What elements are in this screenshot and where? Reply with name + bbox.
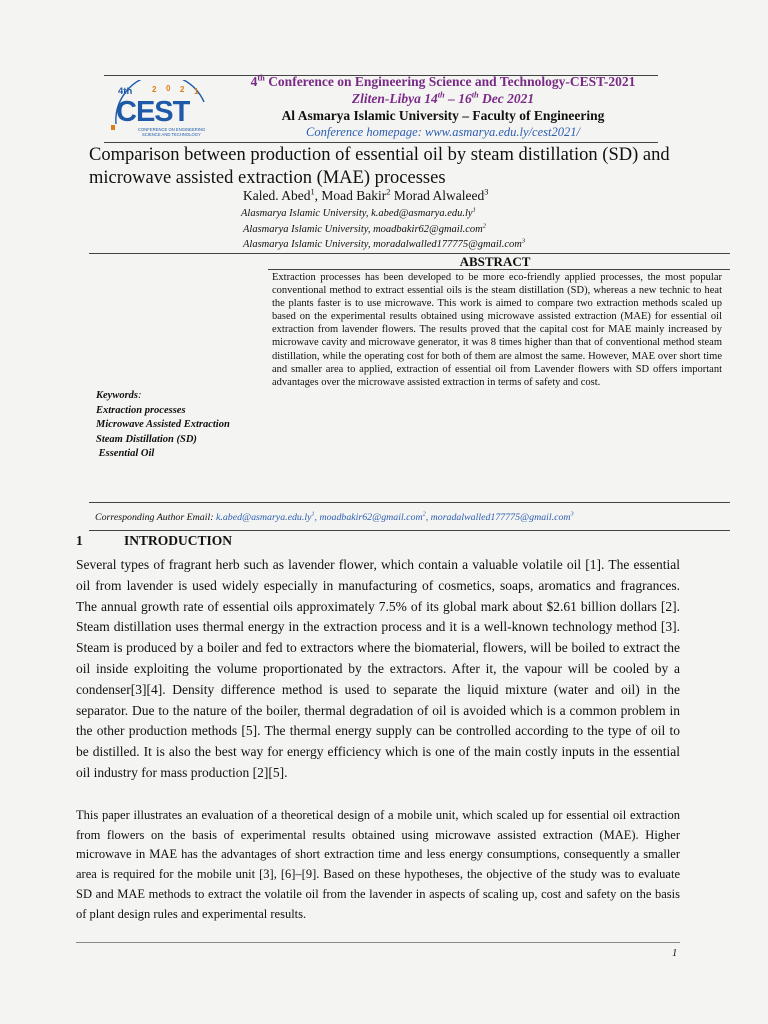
logo-caption: CONFERENCE ON ENGINEERING <box>138 127 206 132</box>
logo-year-digit: 2 <box>180 85 185 94</box>
logo-caption: SCIENCE AND TECHNOLOGY <box>142 132 201 137</box>
footer-rule <box>76 942 680 943</box>
conference-logo <box>108 80 212 142</box>
logo-prefix: 4th <box>118 86 133 97</box>
corresponding-emails[interactable]: $k.abed@asmarya.edu.ly^1$, moadbakir62@gmail.com$^2$, moradalwalled177775@gmail.com$^3$ <box>215 511 574 523</box>
affiliation: Alasmarya Islamic University, moradalwalled177775@gmail.com$^3$ <box>243 237 526 250</box>
section-heading: 1 INTRODUCTION <box>76 533 233 548</box>
affiliation: Alasmarya Islamic University, moadbakir62@gmail.com$^2$ <box>243 222 487 235</box>
keyword-item: Steam Distillation (SD) <box>96 433 197 445</box>
keyword-item: Extraction processes <box>96 404 186 416</box>
body-paragraph: This paper illustrates an evaluation of a theoretical design of a mobile unit, which scaled up for essential oil extraction from flowers on the basis of experimental results obtained using microwave assisted extraction (MAE). Higher microwave in MAE has the advantages of short extraction time and less energy consumptions, consequently a smaller area is required for the mobile unit [3], [6]–[9]. Based on these hypotheses, the objective of the study was to evaluate SD and MAE methods to extract the volatile oil from the lavender in aspects of scaling up, cost and safety on the basis of plant design rules and experimental results. <box>76 808 680 921</box>
abstract-heading: ABSTRACT <box>459 254 531 269</box>
page-number: 1 <box>672 948 678 959</box>
logo-year-digit: 2 <box>152 85 157 94</box>
author-list: Kaled. Abed$^1$, Moad Bakir$^2$ Morad Alwaleed$^3$ <box>243 187 489 203</box>
conference-homepage-link[interactable]: Conference homepage: www.asmarya.edu.ly/cest2021/ <box>306 125 580 139</box>
abstract-bottom-rule <box>89 502 730 503</box>
keyword-item: Microwave Assisted Extraction <box>96 419 230 430</box>
logo-letters: CEST <box>116 96 190 128</box>
conference-place-date: Zliten-Libya 14th – 16th Dec 2021 <box>351 90 535 106</box>
paper-title: Comparison between production of essential oil by steam distillation (SD) and microwave assisted extraction (MAE) processes <box>89 145 670 188</box>
header-bottom-rule <box>104 142 658 143</box>
body-paragraph: Several types of fragrant herb such as lavender flower, which contain a valuable volatile oil [1]. The essential oil from lavender is used widely especially in manufacturing of cosmetics, soaps, aromatics and fragrances. The annual growth rate of essential oils approximately 7.5% of its global mark about $2.61 billion dollars [2]. Steam distillation uses thermal energy in the extraction process and it is a well-known technology method [3]. Steam is produced by a boiler and fed to extractors where the biomaterial, flowers, will be boiled to extract the oil inside exploiting the volume proportionated by the extractors. After it, the vapour will be cooled by a condenser[3][4]. Density difference method is used to separate the liquid mixture (water and oil) in the separator. Due to the nature of the boiler, thermal degradation of oil is avoided which is a common problem in the other production methods [5]. The thermal energy supply can be controlled according to the type of oil to be distilled. It is also the best way for energy efficiency which is one of the main costly inputs in the essential oil industry for mass production [2][5]. <box>76 557 680 780</box>
abstract-text: Extraction processes has been developed to be more eco-friendly applied processes, the most popular conventional method to extract essential oils is the steam distillation (SD), whereas a new technic to heat the plants faster is to use microwave. This work is aimed to compare two extraction methods scaled up based on the experimental results obtained using microwave assisted extraction (MAE) for essential oil extraction from lavender flowers. The results proved that the capital cost for MAE mainly increased by microwave cavity and microwave generator, it was 8 times higher than that of conventional method steam distillation, while the operating cost for both of them are almost the same. However, MAE over short time and smaller area to applied, extraction of essential oil from Lavender flowers with SD offers important advantages over the microwave assisted extraction in terms of safety and cost. <box>272 272 722 388</box>
keywords-block <box>96 389 266 462</box>
keywords-label: Keywords: <box>96 390 142 401</box>
affiliation: Alasmarya Islamic University, $k.abed@asmarya.edu.ly^1$ <box>241 206 476 219</box>
logo-year-digit: 1 <box>194 87 199 96</box>
conference-title: 4th Conference on Engineering Science and Technology-CEST-2021 <box>250 73 636 89</box>
keyword-item: Essential Oil <box>96 448 155 459</box>
logo-year-digit: 0 <box>166 84 171 93</box>
corresponding-rule <box>89 530 730 531</box>
corresponding-author: Corresponding Author Email: $k.abed@asmarya.edu.ly^1$, moadbakir62@gmail.com$^2$, moradalwalled177775@gmail.com$^3$ <box>95 511 574 523</box>
university-name: Al Asmarya Islamic University – Faculty of Engineering <box>281 108 605 123</box>
